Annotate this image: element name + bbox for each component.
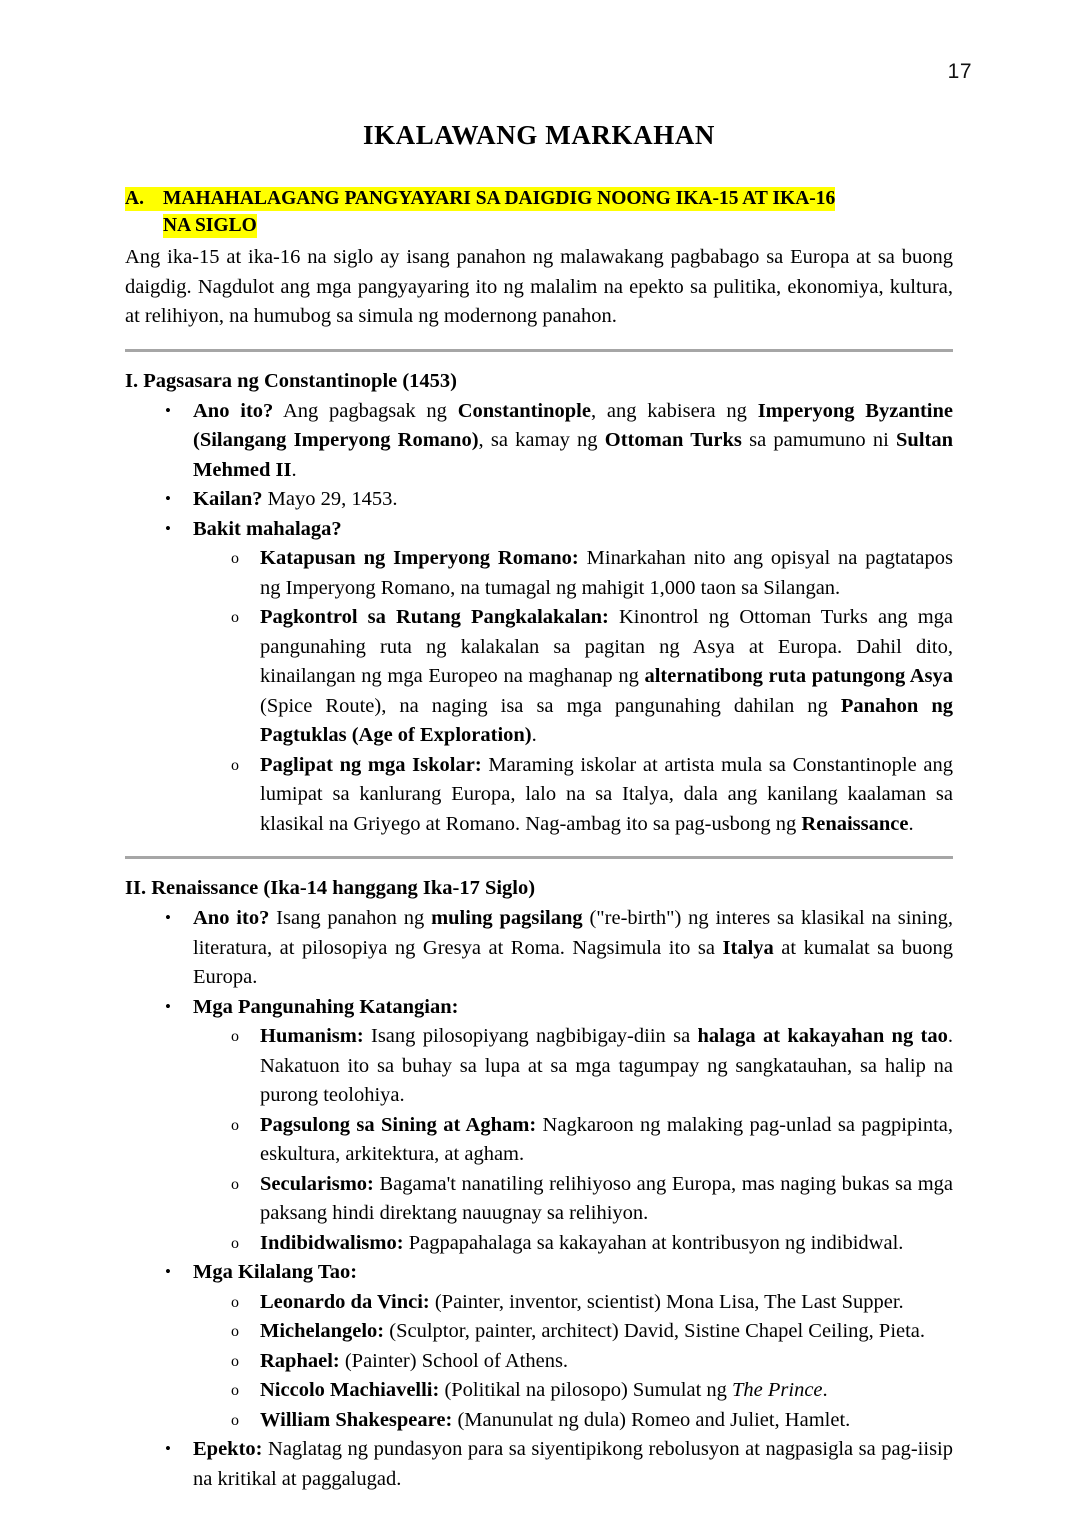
list-item xyxy=(125,993,953,1259)
bullet-circle-icon: o xyxy=(231,1382,239,1399)
sub-list-item-text: Paglipat ng mga Iskolar: Maraming iskolar at artista mula sa Constantinople ang lumipat sa kanlurang Europa, lalo na sa Italya, dala ang kanilang kaalaman sa klasikal na Griyego at Romano. Nag-ambag ito sa pag-usbong ng Renaissance. xyxy=(260,753,953,835)
bullet-circle-icon: o xyxy=(231,1323,239,1340)
sub-list-item-lead: Katapusan ng Imperyong Romano: xyxy=(260,547,579,569)
list-item xyxy=(125,515,953,840)
page-title: IKALAWANG MARKAHAN xyxy=(362,120,716,150)
sub-list-item-lead: Pagsulong sa Sining at Agham: xyxy=(260,1113,537,1136)
list-item-text: Ano ito? Isang panahon ng muling pagsilang ("re-birth") ng interes sa klasikal na sining, literatura, at pilosopiya ng Gresya at Roma. Nagsimula ito sa Italya at kumalat sa buong Europa. xyxy=(193,907,954,988)
sub-list-item xyxy=(193,1376,953,1406)
section-1-heading: I. Pagsasara ng Constantinople (1453) xyxy=(125,369,458,392)
bullet-circle-icon: o xyxy=(231,1175,239,1193)
list-item-lead: Bakit mahalaga? xyxy=(193,517,342,540)
section-1-list xyxy=(125,397,953,840)
sub-list-item-text: William Shakespeare: (Manunulat ng dula) Romeo and Juliet, Hamlet. xyxy=(260,1408,851,1431)
section-2-heading: II. Renaissance (Ika-14 hanggang Ika-17 Siglo) xyxy=(125,877,536,899)
bullet-disc-icon: • xyxy=(165,908,171,927)
sub-list-item xyxy=(193,1317,953,1347)
sub-list-item xyxy=(193,751,953,840)
bullet-circle-icon: o xyxy=(231,550,239,567)
sub-list-item-text: Secularismo: Bagama't nanatiling relihiyoso ang Europa, mas naging bukas sa mga paksang hindi direktang nauugnay sa relihiyon. xyxy=(260,1172,953,1224)
sub-list-item-text: Raphael: (Painter) School of Athens. xyxy=(260,1349,569,1372)
sub-list-item xyxy=(193,1022,953,1111)
page-number: 17 xyxy=(947,60,972,83)
bullet-circle-icon: o xyxy=(231,1411,239,1429)
list-item xyxy=(125,1258,953,1435)
sub-list-item-text: Pagsulong sa Sining at Agham: Nagkaroon ng malaking pag-unlad sa pagpipinta, eskultura, arkitektura, at agham. xyxy=(260,1113,954,1165)
sub-list-item xyxy=(193,1288,953,1318)
list-item xyxy=(125,1435,953,1494)
bullet-disc-icon: • xyxy=(165,518,171,538)
sub-list-item-lead: Niccolo Machiavelli: xyxy=(260,1379,440,1401)
sub-list-item-text: Michelangelo: (Sculptor, painter, architect) David, Sistine Chapel Ceiling, Pieta. xyxy=(260,1320,926,1342)
sub-list-item-lead: Indibidwalismo: xyxy=(260,1231,404,1254)
sub-list-item-text: Pagkontrol sa Rutang Pangkalakalan: Kinontrol ng Ottoman Turks ang mga pangunahing ruta ng kalakalan sa pagitan ng Asya at Europa. Dahil dito, kinailangan ng mga Europeo na maghanap ng alternatibong ruta patungong Asya (Spice Route), na naging isa sa mga pangunahing dahilan ng Panahon ng Pagtuklas (Age of Exploration). xyxy=(260,606,953,746)
sub-list-item-text: Leonardo da Vinci: (Painter, inventor, scientist) Mona Lisa, The Last Supper. xyxy=(260,1290,904,1313)
sub-list-item xyxy=(193,1111,953,1170)
sub-list-item xyxy=(193,1170,953,1229)
sub-list-item-lead: William Shakespeare: xyxy=(260,1408,453,1431)
list-item-text xyxy=(193,515,953,545)
list-item xyxy=(125,485,953,515)
list-item-lead: Ano ito? xyxy=(193,907,270,929)
sub-list xyxy=(193,544,953,839)
sub-list-item-lead: Michelangelo: xyxy=(260,1320,385,1342)
sub-list-item xyxy=(193,1347,953,1377)
divider-2 xyxy=(125,856,953,859)
list-item-text xyxy=(193,1258,953,1288)
bullet-disc-icon: • xyxy=(165,489,171,508)
list-item-lead: Mga Pangunahing Katangian: xyxy=(193,995,459,1018)
sub-list-item-text: Indibidwalismo: Pagpapahalaga sa kakayahan at kontribusyon ng indibidwal. xyxy=(260,1231,904,1254)
section-2-list xyxy=(125,904,953,1494)
list-item-text: Kailan? Mayo 29, 1453. xyxy=(193,488,398,510)
list-item-lead: Mga Kilalang Tao: xyxy=(193,1261,358,1283)
section-a-heading-line2: NA SIGLO xyxy=(163,215,257,236)
list-item-lead: Ano ito? xyxy=(193,399,274,422)
bullet-circle-icon: o xyxy=(231,1293,239,1311)
bullet-disc-icon: • xyxy=(165,1439,171,1458)
list-item xyxy=(125,904,953,993)
sub-list-item-lead: Leonardo da Vinci: xyxy=(260,1290,430,1313)
list-item xyxy=(125,397,953,486)
sub-list-item-lead: Humanism: xyxy=(260,1025,364,1047)
sub-list-item-lead: Raphael: xyxy=(260,1349,340,1372)
sub-list-item-lead: Paglipat ng mga Iskolar: xyxy=(260,753,482,776)
sub-list-item xyxy=(193,1229,953,1259)
sub-list-item xyxy=(193,603,953,751)
bullet-circle-icon: o xyxy=(231,1116,239,1134)
list-item-text: Ano ito? Ang pagbagsak ng Constantinople, ang kabisera ng Imperyong Byzantine (Silangang Imperyong Romano), sa kamay ng Ottoman Turks sa pamumuno ni Sultan Mehmed II. xyxy=(193,399,954,481)
bullet-circle-icon: o xyxy=(231,1028,239,1045)
bullet-disc-icon: • xyxy=(165,1262,171,1281)
divider-1 xyxy=(125,349,953,352)
sub-list-item-lead: Pagkontrol sa Rutang Pangkalakalan: xyxy=(260,606,609,628)
sub-list xyxy=(193,1288,953,1436)
bullet-circle-icon: o xyxy=(231,1234,239,1252)
sub-list-item-lead: Secularismo: xyxy=(260,1172,374,1195)
sub-list-item xyxy=(193,544,953,603)
list-item-lead: Epekto: xyxy=(193,1438,263,1460)
list-item-lead: Kailan? xyxy=(193,488,263,510)
sub-list-item xyxy=(193,1406,953,1436)
list-item-text xyxy=(193,993,953,1023)
section-a-intro-paragraph: Ang ika-15 at ika-16 na siglo ay isang panahon ng malawakang pagbabago sa Europa at sa buong daigdig. Nagdulot ang mga pangyayaring ito ng malalim na epekto sa pulitika, ekonomiya, kultura, at relihiyon, na humubog sa simula ng modernong panahon. xyxy=(125,246,953,327)
bullet-circle-icon: o xyxy=(231,609,239,626)
section-a-heading xyxy=(125,185,953,239)
bullet-disc-icon: • xyxy=(165,400,171,420)
sub-list-item-text: Humanism: Isang pilosopiyang nagbibigay-diin sa halaga at kakayahan ng tao. Nakatuon ito sa buhay sa lupa at sa mga tagumpay ng sangkatauhan, sa halip na purong teolohiya. xyxy=(260,1025,953,1106)
section-a-marker: A. xyxy=(125,188,144,209)
sub-list-item-text: Katapusan ng Imperyong Romano: Minarkahan nito ang opisyal na pagtatapos ng Imperyong Romano, na tumagal ng mahigit 1,000 taon sa Silangan. xyxy=(260,547,953,599)
sub-list xyxy=(193,1022,953,1258)
sub-list-item-text: Niccolo Machiavelli: (Politikal na pilosopo) Sumulat ng The Prince. xyxy=(260,1379,828,1401)
section-a-heading-line1: MAHAHALAGANG PANGYAYARI SA DAIGDIG NOONG IKA-15 AT IKA-16 xyxy=(163,188,836,209)
bullet-disc-icon: • xyxy=(165,996,171,1016)
bullet-circle-icon: o xyxy=(231,1352,239,1370)
list-item-text: Epekto: Naglatag ng pundasyon para sa siyentipikong rebolusyon at nagpasigla sa pag-iisip na kritikal at paggalugad. xyxy=(193,1438,953,1490)
bullet-circle-icon: o xyxy=(231,756,239,774)
document-content xyxy=(125,120,953,1494)
